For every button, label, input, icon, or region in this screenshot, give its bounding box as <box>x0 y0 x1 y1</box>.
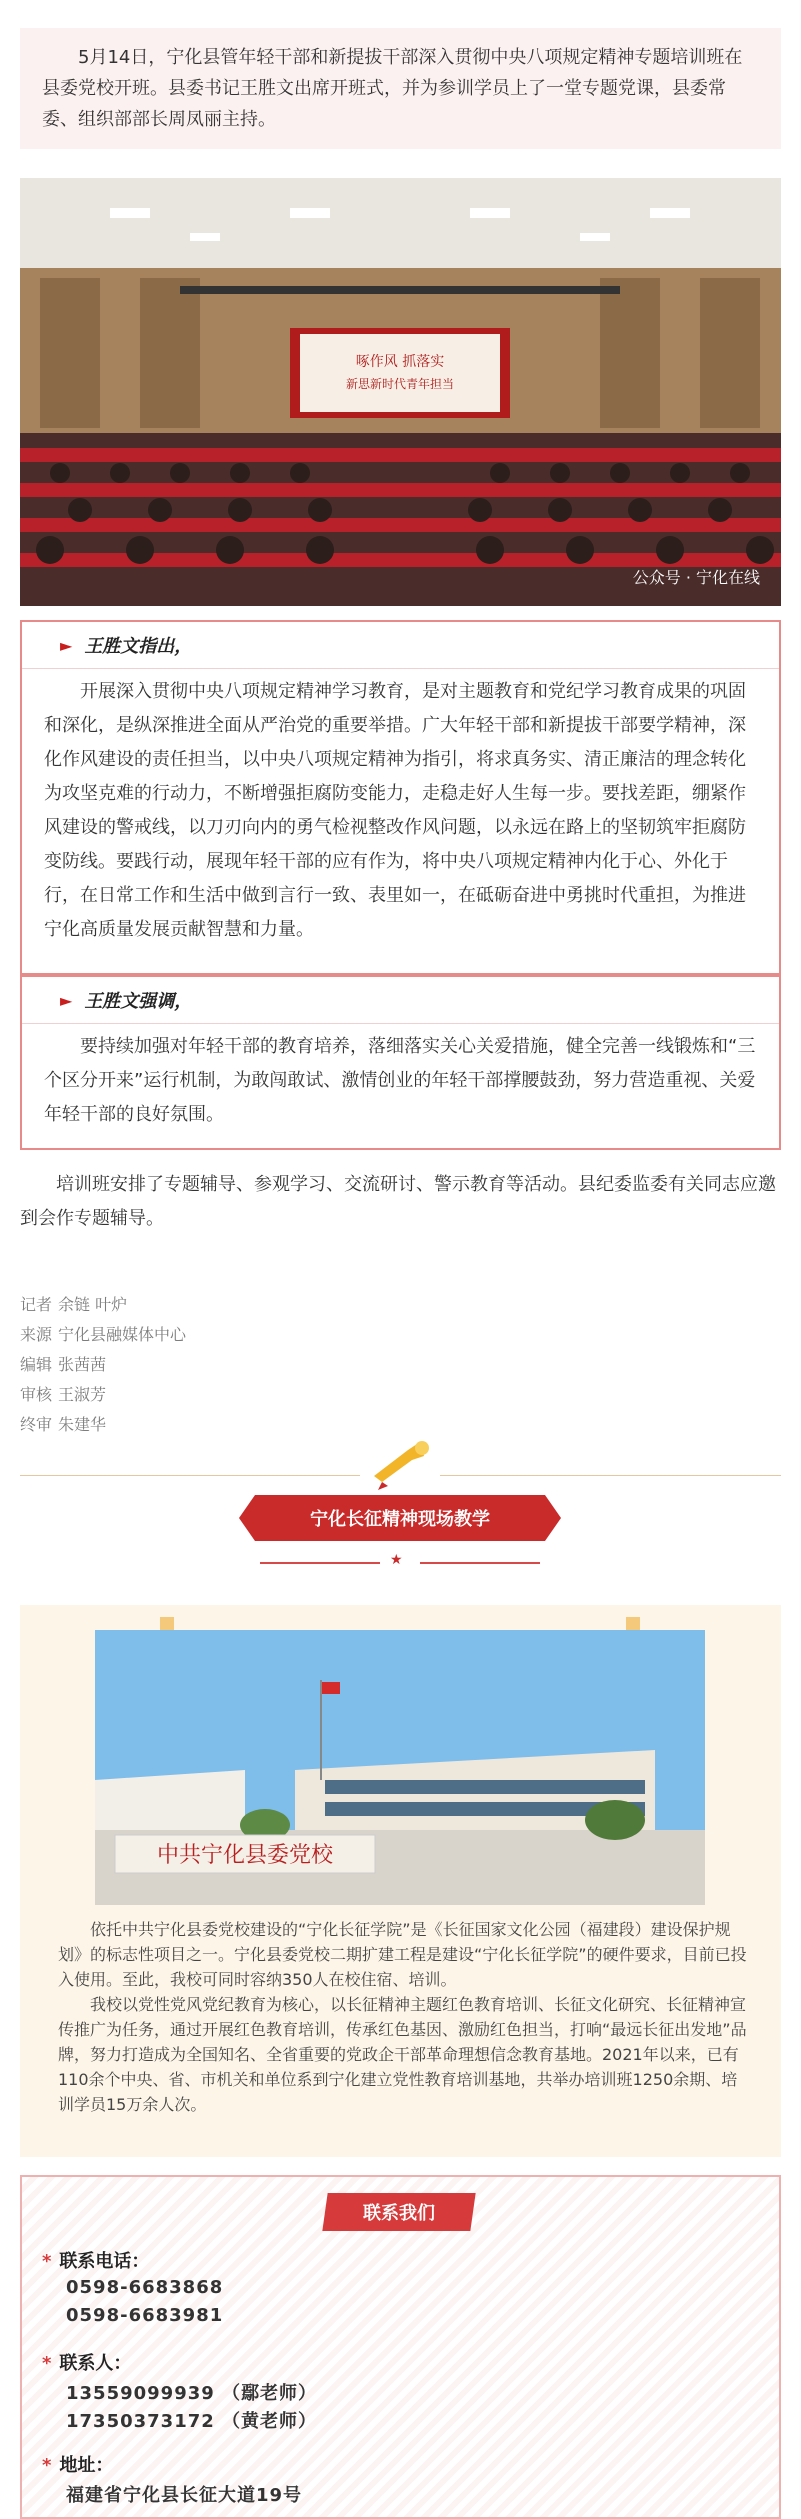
star-icon: ★ <box>390 1552 403 1568</box>
training-activities-paragraph: 培训班安排了专题辅导、参观学习、交流研讨、警示教育等活动。县纪委监委有关同志应邀到会作专题辅导。 <box>20 1174 776 1229</box>
credit-source: 来源 宁化县融媒体中心 <box>20 1325 187 1344</box>
quote-heading-text-2: 王胜文强调， <box>84 991 193 1012</box>
asterisk-icon: * <box>42 2251 52 2272</box>
quote-box-1 <box>20 620 781 975</box>
screen-text-1: 啄作风 抓落实 <box>355 354 445 370</box>
phone-label: * 联系电话： <box>42 2251 150 2272</box>
school-description <box>58 1917 748 2117</box>
address-label: * 地址： <box>42 2455 114 2476</box>
screen-text-2: 新思新时代青年担当 <box>345 377 455 391</box>
intro-paragraph: 5月14日，宁化县管年轻干部和新提拔干部深入贯彻中央八项规定精神专题培训班在县委党校开班。县委书记王胜文出席开班式，并为参训学员上了一堂专题党课，县委常委、组织部部长周凤丽主持。 <box>20 28 781 149</box>
school-sign-text: 中共宁化县委党校 <box>156 1843 334 1868</box>
watermark-text: 公众号 · 宁化在线 <box>632 568 760 587</box>
quote-box-2 <box>20 975 781 1150</box>
quote-body-1: 开展深入贯彻中央八项规定精神学习教育，是对主题教育和党纪学习教育成果的巩固和深化，是纵深推进全面从严治党的重要举措。广大年轻干部和新提拔干部要学精神，深化作风建设的责任担当，以中央八项规定精神为指引，将求真务实、清正廉洁的理念转化为攻坚克难的行动力，不断增强拒腐防变能力，走稳走好人生每一步。要找差距，绷紧作风建设的警戒线，以刀刃向内的勇气检视整改作风问题，以永远在路上的坚韧筑牢拒腐防变防线。要践行动，展现年轻干部的应有作为，将中央八项规定精神内化于心、外化于行，在日常工作和生活中做到言行一致、表里如一，在砥砺奋进中勇挑时代重担，为推进宁化高质量发展贡献智慧和力量。 <box>44 681 746 940</box>
credits-block <box>20 1290 186 1440</box>
school-intro-card <box>20 1605 781 2157</box>
training-hall-photo <box>20 178 781 606</box>
party-school-photo <box>95 1630 705 1905</box>
credit-reporter: 记者 余链 叶炉 <box>20 1295 128 1314</box>
phone-number-2[interactable]: 0598-6683981 <box>66 2305 224 2326</box>
credit-final-review: 终审 朱建华 <box>20 1415 107 1434</box>
divider-left <box>20 1475 360 1476</box>
person-label: * 联系人： <box>42 2353 132 2374</box>
section-banner: 宁化长征精神现场教学 <box>255 1495 545 1541</box>
school-paragraph-1: 依托中共宁化县委党校建设的“宁化长征学院”是《长征国家文化公园（福建段）建设保护规划》的标志性项目之一。宁化县委党校二期扩建工程是建设“宁化长征学院”的硬件要求，目前已投入使用。至此，我校可同时容纳350人在校住宿、培训。 <box>58 1920 747 1989</box>
asterisk-icon: * <box>42 2455 52 2476</box>
quote-body-2: 要持续加强对年轻干部的教育培养，落细落实关心关爱措施，健全完善一线锻炼和“三个区分开来”运行机制，为敢闯敢试、激情创业的年轻干部撑腰鼓劲，努力营造重视、关爱年轻干部的良好氛围。 <box>44 1036 756 1125</box>
contact-person-2[interactable]: 17350373172 （黄老师） <box>66 2411 318 2432</box>
quote-heading-1 <box>22 622 779 669</box>
quote-heading-text-1: 王胜文指出， <box>84 636 193 657</box>
flag-icon: ► <box>60 635 73 655</box>
trumpet-icon <box>368 1436 432 1492</box>
address-value: 福建省宁化县长征大道19号 <box>66 2485 303 2506</box>
divider-right <box>440 1475 781 1476</box>
quote-heading-2 <box>22 977 779 1024</box>
contact-card <box>20 2175 781 2519</box>
asterisk-icon: * <box>42 2353 52 2374</box>
phone-number-1[interactable]: 0598-6683868 <box>66 2277 224 2298</box>
banner-underline-left <box>260 1562 380 1564</box>
school-paragraph-2: 我校以党性党风党纪教育为核心，以长征精神主题红色教育培训、长征文化研究、长征精神宣传推广为任务，通过开展红色教育培训，传承红色基因、激励红色担当，打响“最远长征出发地”品牌，努力打造成为全国知名、全省重要的党政企干部革命理想信念教育基地。2021年以来，已有110余个中央、省、市机关和单位系到宁化建立党性教育培训基地，共举办培训班1250余期、培训学员15万余人次。 <box>58 1995 747 2114</box>
credit-editor: 编辑 张茜茜 <box>20 1355 107 1374</box>
contact-person-1[interactable]: 13559099939 （鄢老师） <box>66 2383 318 2404</box>
banner-underline-right <box>420 1562 540 1564</box>
credit-reviewer: 审核 王淑芳 <box>20 1385 107 1404</box>
contact-title: 联系我们 <box>322 2193 475 2231</box>
flag-icon: ► <box>60 990 73 1010</box>
